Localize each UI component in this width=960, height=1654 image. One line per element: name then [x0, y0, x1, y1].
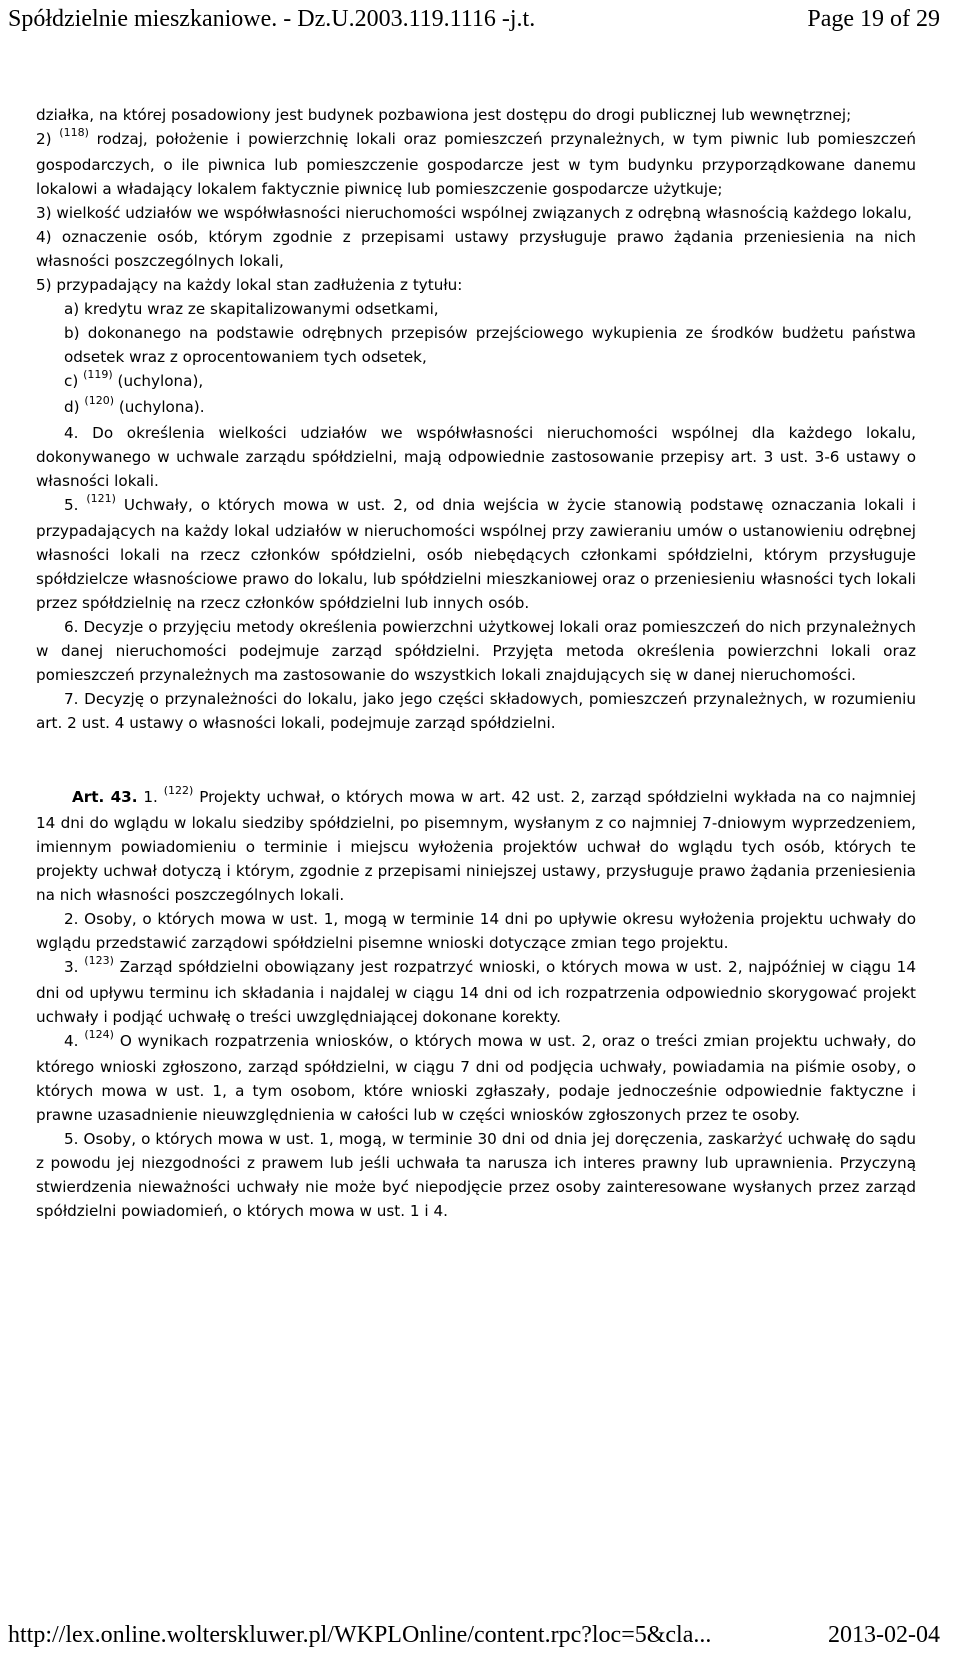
page-number: Page 19 of 29 — [807, 6, 940, 32]
item-number: 4. — [64, 1032, 79, 1050]
footnote-ref: (122) — [163, 784, 194, 797]
document-body — [36, 103, 916, 1223]
page-header — [8, 0, 940, 38]
sub-item: b) dokonanego na podstawie odrębnych przepisów przejściowego wykupienia ze środków budżetu państwa odsetek wraz z oprocentowaniem tych odsetek, — [64, 324, 916, 366]
paragraph: działka, na której posadowiony jest budynek pozbawiona jest dostępu do drogi publicznej lub wewnętrznej; — [36, 106, 852, 124]
footnote-ref: (120) — [84, 394, 114, 407]
article-paragraph — [36, 785, 916, 907]
source-url[interactable]: http://lex.online.wolterskluwer.pl/WKPLOnline/content.rpc?loc=5&cla... — [8, 1622, 712, 1648]
item-number: 5. — [64, 496, 79, 514]
article-label: Art. 43. — [72, 788, 138, 806]
paragraph — [36, 1029, 916, 1127]
item-number: 2) — [36, 130, 52, 148]
paragraph: 6. Decyzje o przyjęciu metody określenia powierzchni użytkowej lokali oraz pomieszczeń do nich przynależnych w danej nieruchomości podejmuje zarząd spółdzielni. Przyjęta metoda określenia powierzchni lokali oraz pomieszczeń przynależnych ma zastosowanie do wszystkich lokali znajdujących się w danej nieruchomości. — [36, 618, 916, 684]
footnote-ref: (123) — [84, 954, 114, 967]
paragraph: 7. Decyzję o przynależności do lokalu, jako jego części składowych, pomieszczeń przynależnych, w rozumieniu art. 2 ust. 4 ustawy o własności lokali, podejmuje zarząd spółdzielni. — [36, 690, 916, 732]
item-text: Projekty uchwał, o których mowa w art. 42 ust. 2, zarząd spółdzielni wykłada na co najmniej 14 dni do wglądu w lokalu siedziby spółdzielni, po pisemnym, wysłanym z co najmniej 7-dniowym wyprzedzeniem, imiennym powiadomieniu o terminie i miejscu wyłożenia projektów uchwał do wglądu tych osób, których te projekty uchwał dotyczą i którym, zgodnie z przepisami niniejszej ustawy, przysługuje prawo żądania przeniesienia na nich własności poszczególnych lokali. — [36, 788, 916, 904]
paragraph: 5) przypadający na każdy lokal stan zadłużenia z tytułu: — [36, 276, 463, 294]
sub-item — [36, 395, 916, 421]
sub-item: a) kredytu wraz ze skapitalizowanymi odsetkami, — [64, 300, 439, 318]
sub-item — [36, 369, 916, 395]
paragraph: 2. Osoby, o których mowa w ust. 1, mogą w terminie 14 dni po upływie okresu wyłożenia projektu uchwały do wglądu przedstawić zarządowi spółdzielni pisemne wnioski dotyczące zmian tego projektu. — [36, 910, 916, 952]
item-text: rodzaj, położenie i powierzchnię lokali oraz pomieszczeń przynależnych, w tym piwnic lub pomieszczeń gospodarczych, o ile piwnica lub pomieszczenie gospodarcze jest w tym budynku przyporządkowane danemu lokalowi a władający lokalem faktycznie piwnicę lub pomieszczenie gospodarcze użytkuje; — [36, 130, 917, 198]
document-title: Spółdzielnie mieszkaniowe. - Dz.U.2003.119.1116 -j.t. — [8, 6, 536, 32]
item-number: d) — [64, 398, 80, 416]
paragraph: 3) wielkość udziałów we współwłasności nieruchomości wspólnej związanych z odrębną własnością każdego lokalu, — [36, 204, 912, 222]
spacer — [36, 735, 916, 785]
footnote-ref: (121) — [86, 492, 116, 505]
item-number: 3. — [64, 958, 79, 976]
paragraph — [36, 127, 916, 201]
page-footer — [8, 1616, 940, 1654]
footnote-ref: (119) — [83, 368, 113, 381]
print-date: 2013-02-04 — [828, 1622, 940, 1648]
item-text: Uchwały, o których mowa w ust. 2, od dnia wejścia w życie stanowią podstawę oznaczania lokali i przypadających na każdy lokal udziałów w nieruchomości wspólnej przy zawieraniu umów o ustanowieniu odrębnej własności lokali na rzecz członków spółdzielni, osób niebędących członkami spółdzielni, którym przysługuje spółdzielcze własnościowe prawo do lokalu, lub spółdzielni mieszkaniowej oraz o przeniesieniu własności tych lokali przez spółdzielnię na rzecz członków spółdzielni lub innych osób. — [36, 496, 916, 612]
footnote-ref: (124) — [84, 1028, 114, 1041]
item-text: Zarząd spółdzielni obowiązany jest rozpatrzyć wnioski, o których mowa w ust. 2, najpóźniej w ciągu 14 dni od upływu terminu ich składania i najdalej w ciągu 14 dni od ich rozpatrzenia odpowiednio skorygować projekt uchwały i podjąć uchwałę o treści uwzględniającej dokonane korekty. — [36, 958, 916, 1026]
paragraph — [36, 955, 916, 1029]
item-text: (uchylona). — [118, 398, 205, 416]
paragraph: 5. Osoby, o których mowa w ust. 1, mogą, w terminie 30 dni od dnia jej doręczenia, zaskarżyć uchwałę do sądu z powodu jej niezgodności z prawem lub jeśli uchwała ta narusza ich interes prawny lub uprawnienia. Przyczyną stwierdzenia nieważności uchwały nie może być niepodjęcie przez osoby zainteresowane wysłanych przez zarząd spółdzielni powiadomień, o których mowa w ust. 1 i 4. — [36, 1130, 916, 1220]
paragraph: 4) oznaczenie osób, którym zgodnie z przepisami ustawy przysługuje prawo żądania przeniesienia na nich własności poszczególnych lokali, — [36, 228, 916, 270]
item-number: 1. — [143, 788, 158, 806]
paragraph: 4. Do określenia wielkości udziałów we współwłasności nieruchomości wspólnej dla każdego lokalu, dokonywanego w uchwale zarządu spółdzielni, mają odpowiednie zastosowanie przepisy art. 3 ust. 3-6 ustawy o własności lokali. — [36, 424, 916, 490]
paragraph — [36, 493, 916, 615]
item-text: O wynikach rozpatrzenia wniosków, o których mowa w ust. 2, oraz o treści zmian projektu uchwały, do którego wnioski zgłoszono, zarząd spółdzielni, w ciągu 7 dni od podjęcia uchwały, powiadamia na piśmie osoby, o których mowa w ust. 1, a tym osobom, które wnioski zgłaszały, podaje jednocześnie odpowiednie faktyczne i prawne uzasadnienie nieuwzględnienia w całości lub w części wniosków zgłoszonych przez te osoby. — [36, 1032, 917, 1124]
item-number: c) — [64, 372, 79, 390]
footnote-ref: (118) — [59, 126, 89, 139]
item-text: (uchylona), — [117, 372, 204, 390]
